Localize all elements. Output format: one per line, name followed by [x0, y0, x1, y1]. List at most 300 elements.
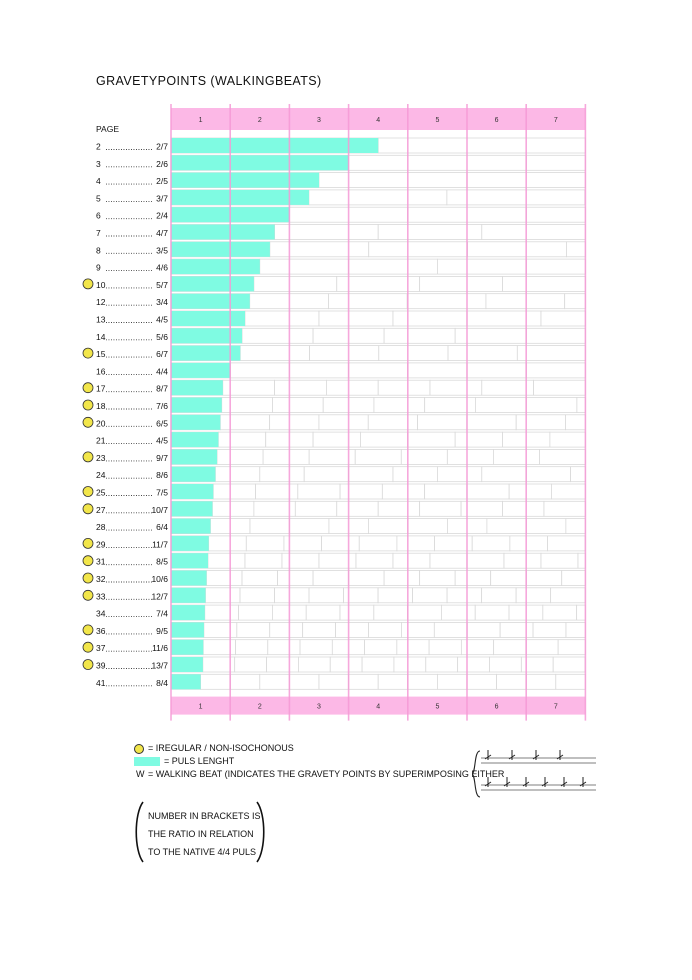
walking-beat-segment: [516, 588, 551, 603]
irregular-marker-icon: [83, 556, 93, 566]
page-number: 13: [96, 314, 106, 325]
walking-beat-segment: [368, 415, 417, 430]
walking-beat-segment: [491, 571, 527, 586]
pulse-bar: [171, 155, 349, 170]
pulse-bar: [171, 588, 206, 603]
walking-beat-segment: [430, 380, 482, 395]
walking-beat-segment: [298, 484, 340, 499]
ratio-label: 9/5: [156, 625, 168, 636]
page-number: 27: [96, 504, 106, 515]
walking-beat-segment: [447, 588, 482, 603]
irregular-marker-icon: [83, 660, 93, 670]
walking-beat-segment: [270, 415, 319, 430]
ratio-label: 7/6: [156, 401, 168, 411]
walking-beat-segment: [565, 294, 586, 309]
walking-beat-segment: [222, 398, 273, 413]
page-number: 37: [96, 643, 106, 654]
walking-beat-segment: [509, 484, 551, 499]
walking-beat-segment: [289, 363, 348, 378]
walking-beat-segment: [393, 553, 430, 568]
walking-beat-segment: [566, 622, 585, 637]
walking-beat-segment: [566, 242, 585, 257]
walking-beat-segment: [500, 622, 533, 637]
walking-beat-segment: [539, 449, 585, 464]
walking-beat-segment: [458, 657, 490, 672]
page-number: 2: [96, 141, 101, 152]
page-number: 20: [96, 418, 106, 429]
ratio-label: 8/6: [156, 470, 168, 481]
walking-beat-segment: [467, 674, 497, 689]
ratio-label: 8/4: [156, 677, 168, 688]
walking-beat-segment: [260, 674, 290, 689]
walking-beat-segment: [526, 259, 585, 274]
walking-beat-segment: [504, 553, 541, 568]
page-number: 25: [96, 487, 106, 498]
walking-beat-segment: [420, 276, 503, 291]
walking-beat-segment: [239, 605, 273, 620]
walking-beat-segment: [571, 467, 586, 482]
pulse-bar: [171, 242, 270, 257]
pulse-bar: [171, 328, 242, 343]
pulse-bar: [171, 225, 275, 240]
walking-beat-segment: [541, 311, 585, 326]
walking-beat-segment: [420, 571, 456, 586]
pulse-bar: [171, 674, 201, 689]
walking-beat-segment: [533, 622, 566, 637]
walking-symbol: W: [136, 769, 145, 779]
walking-beat-segment: [275, 588, 310, 603]
top-tick-label: 7: [553, 117, 558, 124]
pulse-bar: [171, 276, 254, 291]
ratio-label: 5/7: [156, 279, 168, 290]
pulse-bar: [171, 501, 212, 516]
walking-beat-segment: [503, 501, 544, 516]
top-tick-label: 1: [198, 117, 203, 124]
page-number: 8: [96, 245, 101, 256]
walking-beat-segment: [526, 328, 585, 343]
walking-beat-segment: [418, 415, 467, 430]
page-number: 14: [96, 331, 106, 342]
walking-beat-segment: [289, 674, 319, 689]
top-tick-label: 6: [494, 117, 499, 124]
walking-beat-segment: [245, 553, 282, 568]
page-number: 16: [96, 366, 106, 377]
bottom-tick-label: 3: [317, 703, 321, 711]
ratio-label: 13/7: [151, 660, 168, 671]
ratio-label: 6/5: [156, 418, 168, 429]
walking-beat-segment: [240, 346, 309, 361]
pulse-bar: [171, 415, 220, 430]
walking-beat-segment: [526, 155, 585, 170]
walking-beat-segment: [213, 484, 255, 499]
walking-beat-segment: [526, 640, 558, 655]
pulse-bar: [171, 380, 223, 395]
walking-beat-segment: [551, 484, 585, 499]
walking-beat-segment: [250, 519, 289, 534]
page-number: 4: [96, 176, 101, 187]
walking-beat-segment: [494, 640, 526, 655]
walking-beat-segment: [282, 553, 319, 568]
walking-beat-segment: [467, 553, 504, 568]
walking-beat-segment: [425, 484, 467, 499]
walking-beat-segment: [263, 449, 309, 464]
walking-beat-segment: [270, 622, 303, 637]
irregular-marker-icon: [83, 417, 93, 427]
legend-walking: [134, 768, 504, 781]
page-number: 7: [96, 228, 101, 238]
page-number: 28: [96, 522, 106, 533]
walking-beat-segment: [577, 605, 586, 620]
walking-beat-segment: [510, 536, 548, 551]
ratio-label: 7/4: [156, 608, 168, 619]
walking-beat-segment: [378, 138, 585, 153]
ratio-label: 4/4: [156, 366, 168, 377]
walking-beat-segment: [275, 380, 327, 395]
walking-beat-segment: [467, 484, 509, 499]
walking-beat-segment: [408, 519, 447, 534]
walking-beat-segment: [256, 484, 298, 499]
walking-beat-segment: [272, 398, 323, 413]
pulse-bar: [171, 294, 250, 309]
walking-beat-segment: [235, 657, 267, 672]
ratio-label: 7/5: [156, 487, 168, 498]
walking-beat-segment: [455, 571, 491, 586]
walking-beat-segment: [206, 588, 241, 603]
walking-beat-segment: [486, 294, 565, 309]
walking-beat-segment: [254, 276, 337, 291]
walking-beat-segment: [393, 311, 467, 326]
walking-beat-segment: [309, 588, 344, 603]
walking-beat-segment: [349, 259, 438, 274]
walking-beat-segment: [541, 553, 578, 568]
walking-beat-segment: [472, 536, 510, 551]
walking-beat-segment: [319, 311, 393, 326]
irregular-marker-icon: [83, 590, 93, 600]
walking-beat-segment: [304, 467, 348, 482]
walking-beat-segment: [467, 363, 526, 378]
walking-beat-segment: [289, 519, 328, 534]
walking-beat-segment: [382, 484, 424, 499]
walking-beat-segment: [526, 571, 562, 586]
walking-beat-segment: [562, 571, 586, 586]
pulse-bar: [171, 484, 213, 499]
pulse-bar: [171, 173, 319, 188]
walking-beat-segment: [558, 640, 585, 655]
ratio-label: 4/5: [156, 314, 168, 325]
walking-beat-segment: [455, 328, 526, 343]
ratio-label: 4/7: [156, 228, 168, 238]
walking-beat-segment: [482, 467, 526, 482]
top-tick-label: 4: [376, 117, 381, 124]
walking-beat-segment: [503, 276, 586, 291]
page-number: 31: [96, 556, 106, 567]
page-number: 17: [96, 383, 106, 394]
pulse-bar: [171, 449, 217, 464]
page-number: 18: [96, 401, 106, 411]
bottom-tick-label: 2: [257, 703, 262, 711]
walking-beat-segment: [550, 432, 586, 447]
irregular-marker-icon: [83, 642, 93, 652]
ratio-label: 6/7: [156, 349, 168, 360]
pulse-bar: [171, 622, 204, 637]
walking-beat-segment: [337, 501, 378, 516]
ratio-label: 12/7: [151, 591, 168, 602]
walking-beat-segment: [268, 640, 300, 655]
walking-beat-segment: [365, 640, 397, 655]
walking-beat-segment: [368, 622, 401, 637]
walking-beat-segment: [408, 674, 438, 689]
note-line-3: TO THE NATIVE 4/4 PULS: [148, 847, 257, 857]
walking-beat-segment: [408, 432, 455, 447]
walking-beat-segment: [246, 536, 284, 551]
walking-beat-segment: [260, 467, 304, 482]
pulse-bar: [171, 571, 207, 586]
walking-beat-segment: [374, 605, 408, 620]
walking-beat-segment: [548, 536, 586, 551]
walking-beat-segment: [482, 225, 586, 240]
walking-beat-segment: [441, 605, 475, 620]
pulse-bar: [171, 363, 230, 378]
walking-beat-segment: [220, 415, 269, 430]
walking-beat-segment: [556, 674, 586, 689]
walking-beat-segment: [467, 622, 500, 637]
walking-beat-segment: [240, 588, 275, 603]
ratio-label: 11/6: [152, 643, 168, 654]
bottom-tick-label: 4: [376, 703, 381, 711]
irregular-marker-icon: [83, 487, 93, 497]
chart-title: GRAVETYPOINTS (WALKINGBEATS): [96, 74, 322, 88]
walking-beat-segment: [270, 242, 369, 257]
walking-beat-segment: [295, 501, 336, 516]
walking-beat-segment: [468, 242, 567, 257]
top-tick-label: 5: [435, 117, 440, 124]
walking-beat-segment: [543, 605, 577, 620]
irregular-marker-icon: [83, 573, 93, 583]
walking-beat-segment: [218, 432, 265, 447]
page-number: 15: [96, 349, 106, 360]
pulse-bar: [171, 138, 378, 153]
legend-irregular-label: = IREGULAR / NON-ISOCHONOUS: [148, 743, 294, 753]
walking-beat-segment: [397, 640, 429, 655]
ratio-label: 2/4: [156, 210, 168, 221]
pulse-bar: [171, 190, 309, 205]
walking-beat-segment: [306, 605, 340, 620]
walking-beat-segment: [526, 398, 577, 413]
ratio-label: 2/6: [156, 158, 168, 169]
walking-beat-segment: [230, 363, 289, 378]
walking-beat-segment: [201, 674, 231, 689]
walking-beat-segment: [328, 294, 407, 309]
walking-beat-segment: [526, 363, 585, 378]
walking-beat-segment: [517, 346, 585, 361]
page-number: 9: [96, 262, 101, 273]
walking-beat-segment: [448, 346, 517, 361]
walking-beat-segment: [336, 622, 369, 637]
walking-beat-segment: [553, 657, 585, 672]
ratio-label: 9/7: [156, 452, 168, 463]
walking-beat-segment: [212, 501, 253, 516]
walking-beat-segment: [394, 657, 426, 672]
walking-beat-segment: [526, 519, 565, 534]
walking-beat-segment: [267, 657, 299, 672]
pulse-bar: [171, 553, 208, 568]
walking-beat-segment: [319, 173, 467, 188]
walking-beat-segment: [330, 657, 362, 672]
walking-beat-segment: [360, 432, 407, 447]
legend-walking-label: = WALKING BEAT (INDICATES THE GRAVETY POINTS BY SUPERIMPOSING EITHER: [148, 769, 505, 779]
walking-beat-segment: [242, 328, 313, 343]
walking-beat-segment: [430, 553, 467, 568]
walking-beat-segment: [230, 674, 260, 689]
walking-beat-segment: [379, 346, 448, 361]
walking-beat-segment: [407, 294, 486, 309]
walking-beat-segment: [378, 380, 430, 395]
walking-beat-segment: [207, 571, 243, 586]
cyan-swatch-icon: [134, 757, 160, 766]
ratio-label: 6/4: [156, 522, 168, 533]
walking-beat-segment: [349, 155, 527, 170]
irregular-marker-icon: [83, 348, 93, 358]
bottom-tick-label: 6: [494, 703, 499, 711]
walking-beat-segment: [534, 380, 586, 395]
top-tick-label: 2: [257, 117, 262, 124]
ratio-label: 3/4: [156, 297, 168, 308]
walking-beat-segment: [355, 449, 401, 464]
walking-beat-segment: [349, 467, 393, 482]
legend: [134, 742, 504, 781]
walking-beat-segment: [349, 363, 408, 378]
walking-beat-segment: [429, 640, 461, 655]
walking-beat-segment: [566, 519, 586, 534]
walking-beat-segment: [217, 449, 263, 464]
ratio-label: 5/6: [156, 331, 168, 342]
walking-beat-segment: [384, 328, 455, 343]
walking-beat-segment: [349, 571, 385, 586]
walking-beat-segment: [413, 588, 448, 603]
ratio-note: [134, 800, 266, 864]
walking-beat-segment: [526, 467, 570, 482]
legend-pulse: [134, 755, 504, 768]
ratio-label: 11/7: [152, 539, 168, 550]
walking-beat-segment: [475, 398, 526, 413]
walking-beat-segment: [455, 432, 502, 447]
walking-beat-segment: [437, 674, 467, 689]
bottom-tick-label: 7: [553, 703, 558, 711]
page-number: 41: [96, 677, 106, 688]
walking-beat-segment: [359, 536, 397, 551]
walking-beat-segment: [487, 519, 526, 534]
page-number: 21: [96, 435, 106, 446]
page-number: 23: [96, 452, 106, 463]
walking-beat-segment: [497, 674, 527, 689]
pulse-bar: [171, 519, 210, 534]
walking-beat-segment: [368, 519, 407, 534]
ratio-label: 3/7: [156, 193, 168, 204]
pulse-bar: [171, 432, 218, 447]
walking-beat-segment: [205, 605, 239, 620]
page-number: 10: [96, 279, 106, 290]
walking-beat-segment: [236, 640, 268, 655]
walking-beat-segment: [310, 346, 379, 361]
walking-beat-segment: [401, 622, 434, 637]
walking-beat-segment: [260, 259, 349, 274]
note-line-2: THE RATIO IN RELATION: [148, 829, 254, 839]
page-number: 33: [96, 591, 106, 602]
walking-beat-segment: [420, 501, 461, 516]
page-number: 34: [96, 608, 106, 619]
walking-beat-segment: [578, 553, 585, 568]
walking-beat-segment: [447, 449, 493, 464]
ratio-label: 8/7: [156, 383, 168, 394]
walking-beat-segment: [577, 398, 586, 413]
pulse-bar: [171, 259, 260, 274]
walking-beat-segment: [426, 657, 458, 672]
walking-beat-segment: [237, 622, 270, 637]
walking-beat-segment: [369, 242, 468, 257]
note-line-1: NUMBER IN BRACKETS IS: [148, 811, 261, 821]
pulse-bar: [171, 605, 205, 620]
irregular-marker-icon: [83, 452, 93, 462]
walking-beat-segment: [313, 571, 349, 586]
ratio-label: 8/5: [156, 556, 168, 567]
irregular-marker-icon: [83, 400, 93, 410]
walking-beat-segment: [551, 588, 586, 603]
walking-beat-segment: [319, 415, 368, 430]
ratio-label: 10/7: [151, 504, 168, 515]
walking-beat-segment: [319, 553, 356, 568]
pulse-bar: [171, 657, 203, 672]
walking-beat-segment: [378, 501, 419, 516]
page-number: 29: [96, 539, 106, 550]
top-tick-label: 3: [317, 117, 321, 124]
walking-beat-segment: [215, 467, 259, 482]
irregular-marker-icon: [83, 625, 93, 635]
walking-beat-segment: [408, 605, 442, 620]
bottom-tick-label: 1: [198, 703, 203, 711]
walking-beat-segment: [378, 674, 408, 689]
page-number: 24: [96, 470, 106, 481]
walking-beat-segment: [434, 622, 467, 637]
ratio-label: 4/5: [156, 435, 168, 446]
walking-beat-segment: [319, 674, 349, 689]
walking-beat-segment: [482, 588, 517, 603]
pulse-bar: [171, 467, 215, 482]
pulse-bar: [171, 311, 245, 326]
page-number: 12: [96, 297, 106, 308]
walking-beat-segment: [384, 571, 420, 586]
notation-staves-icon: [472, 746, 602, 802]
walking-beat-segment: [516, 415, 565, 430]
walking-beat-segment: [303, 622, 336, 637]
page-number: 6: [96, 210, 101, 221]
walking-beat-segment: [526, 207, 585, 222]
page-number: 36: [96, 625, 106, 636]
walking-beat-segment: [278, 571, 314, 586]
page-column-label: PAGE: [96, 124, 119, 134]
walking-beat-segment: [245, 311, 319, 326]
ratio-label: 3/5: [156, 245, 168, 256]
walking-beat-segment: [393, 467, 437, 482]
walking-beat-segment: [475, 605, 509, 620]
page-number: 3: [96, 158, 101, 169]
walking-beat-segment: [489, 657, 521, 672]
irregular-marker-icon: [83, 383, 93, 393]
walking-beat-segment: [408, 363, 467, 378]
walking-beat-segment: [300, 640, 332, 655]
page-number: 5: [96, 193, 101, 204]
walking-beat-segment: [209, 536, 247, 551]
walking-beat-segment: [374, 398, 425, 413]
